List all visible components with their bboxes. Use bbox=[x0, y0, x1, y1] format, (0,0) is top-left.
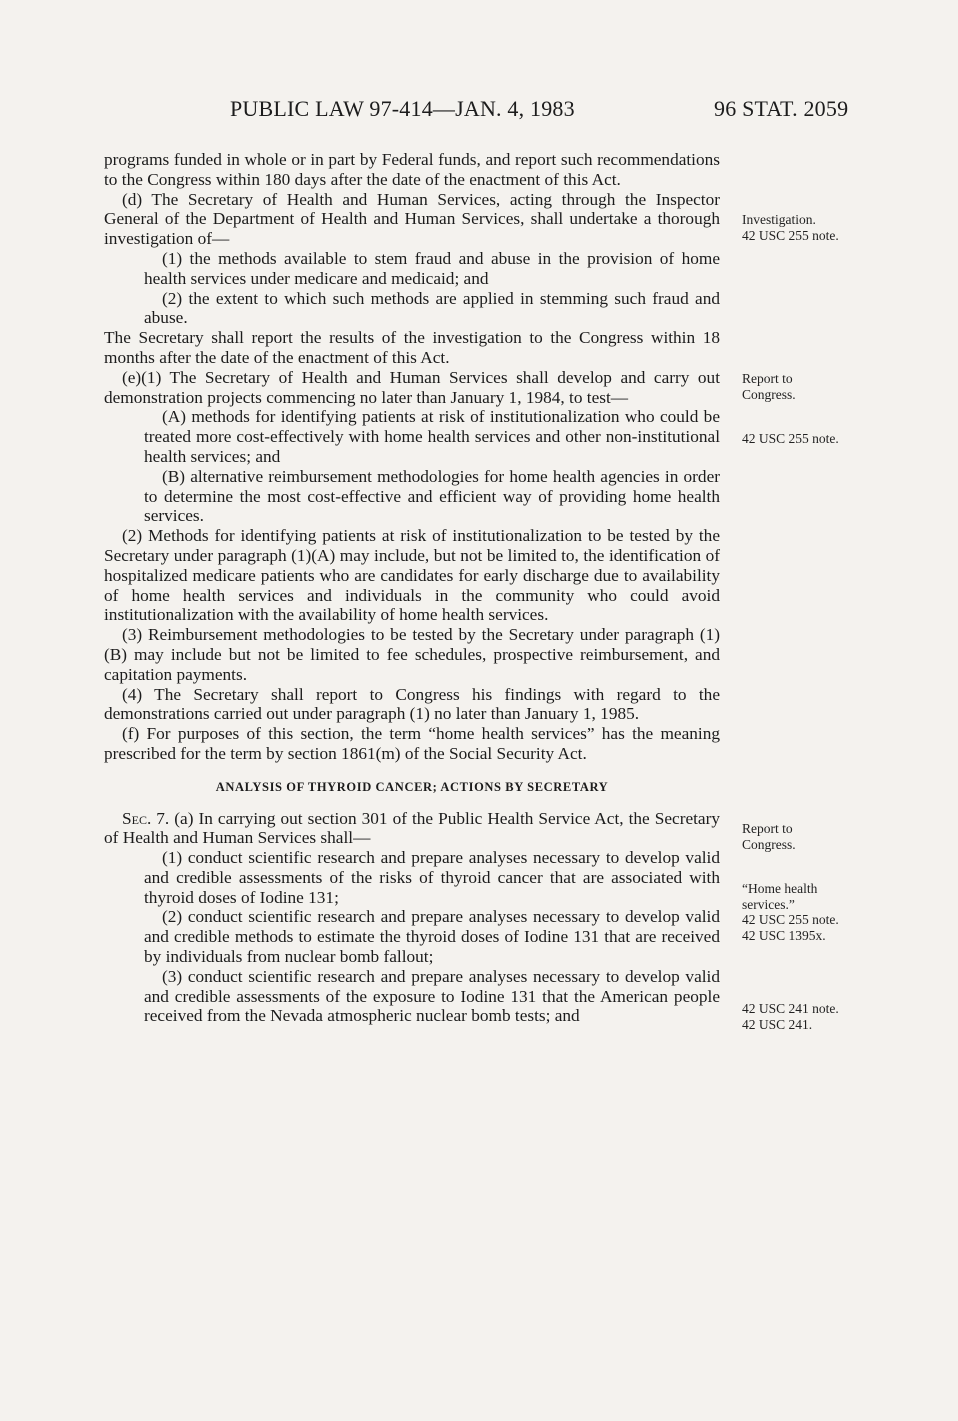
margin-note-citation: 42 USC 1395x. bbox=[742, 927, 826, 943]
paragraph-f: (f) For purposes of this section, the term “home health services” has the meaning prescribed for the term by section 1861(m) of the Social Security Act. bbox=[104, 724, 720, 763]
margin-note-citation-2 bbox=[742, 431, 872, 447]
section-7-intro bbox=[104, 809, 720, 849]
paragraph-e-1-b: (B) alternative reimbursement methodologies for home health agencies in order to determine the most cost-effective and efficient way of providing home health services. bbox=[144, 466, 720, 526]
running-header-title: PUBLIC LAW 97-414—JAN. 4, 1983 bbox=[230, 96, 575, 121]
margin-note-section-7 bbox=[742, 1001, 872, 1032]
margin-note-report-2 bbox=[742, 821, 872, 852]
margin-note-citation: 42 USC 241 note. bbox=[742, 1001, 839, 1016]
paragraph-e-2: (2) Methods for identifying patients at risk of institutionalization to be tested by the Secretary under paragraph (1)(A) may include, but not be limited to, the identification of hospitalized medicare patients who are candidates for early discharge due to availability of home health services and individuals in the community who could avoid institutionalization with the availability of home health services. bbox=[104, 526, 720, 625]
section-heading: ANALYSIS OF THYROID CANCER; ACTIONS BY SECRETARY bbox=[215, 779, 609, 794]
section-7-intro-text: (a) In carrying out section 301 of the Public Health Service Act, the Secretary of Health and Human Services shall— bbox=[104, 808, 720, 848]
paragraph-e-1: (e)(1) The Secretary of Health and Human Services shall develop and carry out demonstration projects commencing no later than January 1, 1984, to test— bbox=[104, 367, 720, 407]
main-text-column bbox=[104, 150, 720, 1026]
paragraph-e-4: (4) The Secretary shall report to Congress his findings with regard to the demonstrations carried out under paragraph (1) no later than January 1, 1985. bbox=[104, 684, 720, 724]
paragraph-e-1-a: (A) methods for identifying patients at risk of institutionalization who could be treated more cost-effectively with home health services and other non-institutional health services; and bbox=[144, 407, 720, 466]
paragraph-d-2: (2) the extent to which such methods are applied in stemming such fraud and abuse. bbox=[144, 288, 720, 328]
margin-note-label: Investigation. bbox=[742, 212, 816, 227]
section-7-item-1: (1) conduct scientific research and prepare analyses necessary to develop valid and credible assessments of the risks of thyroid cancer that are associated with thyroid doses of Iodine 131; bbox=[144, 848, 720, 907]
margin-note-label: services.” bbox=[742, 896, 795, 912]
paragraph-d: (d) The Secretary of Health and Human Services, acting through the Inspector General of the Department of Health and Human Services, shall undertake a thorough investigation of— bbox=[104, 189, 720, 249]
margin-note-citation: 42 USC 255 note. bbox=[742, 227, 839, 243]
margin-note-label: Congress. bbox=[742, 836, 796, 852]
margin-note-label: Report to bbox=[742, 371, 793, 386]
paragraph-report-statement: The Secretary shall report the results of the investigation to the Congress within 18 months after the date of the enactment of this Act. bbox=[104, 328, 720, 367]
section-label: Sec. 7. bbox=[122, 808, 170, 828]
statute-page-number: 96 STAT. 2059 bbox=[714, 96, 849, 121]
margin-note-label: Congress. bbox=[742, 386, 796, 402]
section-7-item-2: (2) conduct scientific research and prepare analyses necessary to develop valid and credible methods to estimate the thyroid doses of Iodine 131 that are received by individuals from nuclear bomb fallout; bbox=[144, 907, 720, 967]
section-7-item-3: (3) conduct scientific research and prepare analyses necessary to develop valid and credible assessments of the exposure to Iodine 131 that the American people received from the Nevada atmospheric nuclear bomb tests; and bbox=[144, 966, 720, 1026]
margin-note-label: “Home health bbox=[742, 881, 818, 896]
paragraph-e-3: (3) Reimbursement methodologies to be tested by the Secretary under paragraph (1)(B) may include but not be limited to fee schedules, prospective reimbursement, and capitation payments. bbox=[104, 625, 720, 684]
margin-note-citation: 42 USC 255 note. bbox=[742, 431, 839, 446]
margin-note-citation: 42 USC 241. bbox=[742, 1016, 813, 1032]
margin-note-label: Report to bbox=[742, 821, 793, 836]
paragraph-continuation: programs funded in whole or in part by Federal funds, and report such recommendations to the Congress within 180 days after the date of the enactment of this Act. bbox=[104, 150, 720, 189]
margin-note-citation: 42 USC 255 note. bbox=[742, 912, 839, 927]
paragraph-d-1: (1) the methods available to stem fraud and abuse in the provision of home health services under medicare and medicaid; and bbox=[144, 248, 720, 288]
margin-note-home-health bbox=[742, 881, 872, 943]
margin-note-report-1 bbox=[742, 371, 872, 402]
margin-note-investigation bbox=[742, 212, 872, 243]
